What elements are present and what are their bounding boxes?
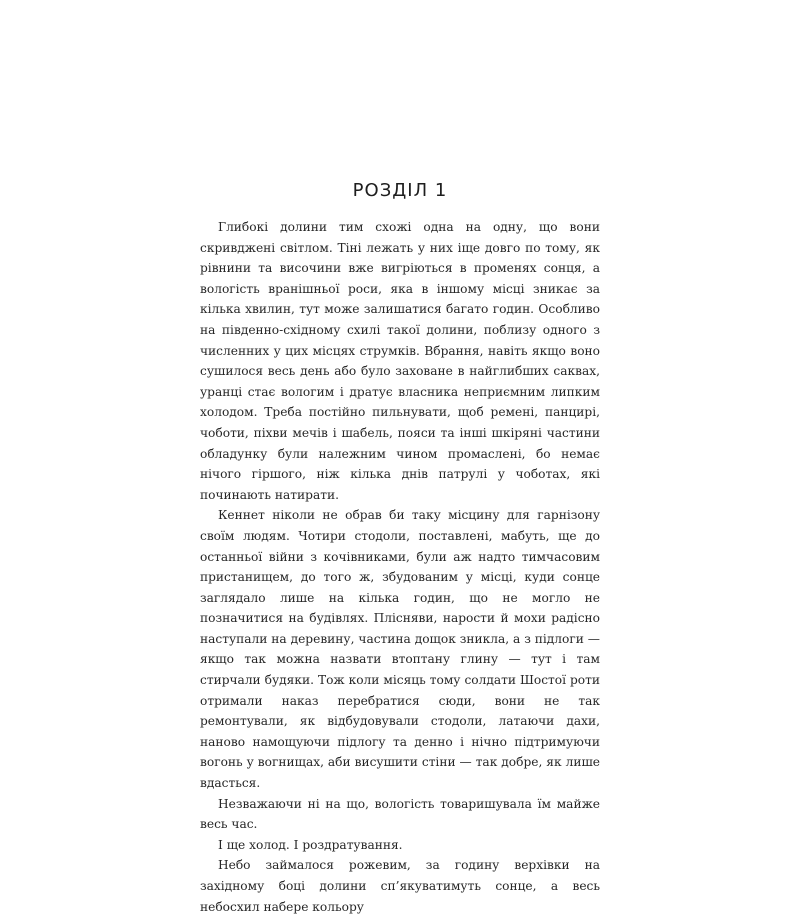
paragraph: Кеннет ніколи не обрав би таку місцину для гарнізону своїм людям. Чотири стодоли, поставлені, мабуть, ще до останньої війни з кочівниками, були аж надто тимчасовим пристанищем, до того ж, збудованим у місці, куди сонце заглядало лише на кілька годин, що не могло не позначитися на будівлях. Плісняви, нарости й мохи радісно наступали на деревину, частина дощок зникла, а з підлоги — якщо так можна назвати втоптану глину — тут і там стирчали будяки. Тож коли місяць тому солдати Шостої роти отримали наказ перебратися сюди, вони не так ремонтували, як відбудовували стодоли, латаючи дахи, наново намощуючи підлогу та денно і нічно підтримуючи вогонь у вогнищах, аби висушити стіни — так добре, як лише вдасться. [200,508,600,791]
paragraph: Глибокі долини тим схожі одна на одну, що вони скривджені світлом. Тіні лежать у них іще довго по тому, як рівнини та височини вже вигріються в променях сонця, а вологість вранішньої роси, яка в іншому місці зникає за кілька хвилин, тут може залишатися багато годин. Особливо на південно-східному схилі такої долини, поблизу одного з численних у цих місцях струмків. Вбрання, навіть якщо воно сушилося весь день або було заховане в найглибших саквах, уранці стає вологим і дратує власника неприємним липким холодом. Треба постійно пильнувати, щоб ремені, панцирі, чоботи, піхви мечів і шабель, пояси та інші шкіряні частини обладунку були належним чином промаслені, бо немає нічого гіршого, ніж кілька днів патрулі у чоботах, які починають натирати. [200,220,600,502]
book-page [200,180,600,914]
chapter-text [200,217,600,917]
paragraph: Небо займалося рожевим, за годину верхівки на західному боці долини сп’якуватимуть сонце, а весь небосхил набере кольору [200,858,600,914]
paragraph: Незважаючи ні на що, вологість товаришувала їм майже весь час. [200,796,600,832]
paragraph: І ще холод. І роздратування. [218,837,403,852]
chapter-title: РОЗДІЛ 1 [352,180,448,201]
